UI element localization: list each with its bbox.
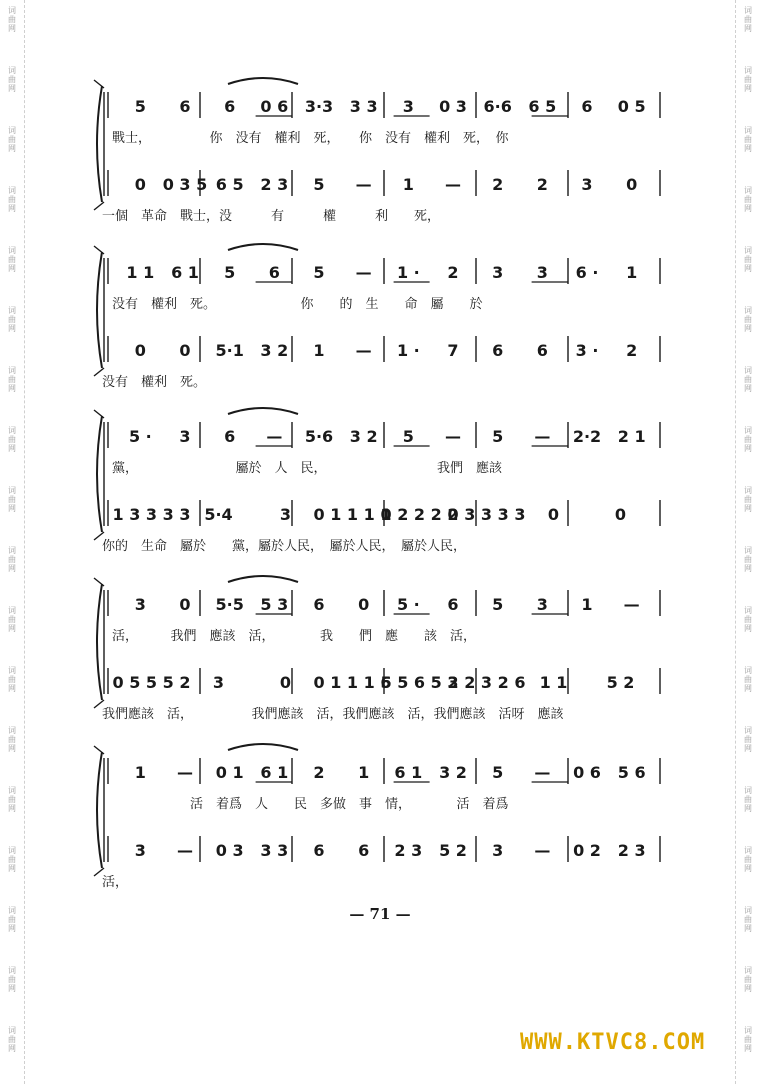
watermark-text: 词 曲 网 xyxy=(8,786,16,813)
lower-note: 5 2 xyxy=(439,841,467,860)
upper-note: — xyxy=(623,595,640,614)
tie-arc xyxy=(228,78,298,84)
upper-note: 3 2 xyxy=(349,427,378,446)
watermark-text: 词 曲 网 xyxy=(8,966,16,993)
lower-note: — xyxy=(445,175,461,194)
watermark-text: 词 曲 网 xyxy=(744,6,752,33)
upper-note: 6·6 xyxy=(483,97,512,116)
lower-lyrics: 你的 生命 屬於 黨，屬於人民， 屬於人民， 屬於人民， xyxy=(102,539,467,554)
upper-note: 0 xyxy=(179,595,191,614)
lower-note: 0 xyxy=(134,341,146,360)
lower-note: — xyxy=(355,341,372,360)
lower-lyrics: 一個 革命 戰士，没 有 權 利 死， xyxy=(102,209,441,224)
upper-note: 3 xyxy=(402,97,414,116)
upper-note: 0 6 xyxy=(260,97,289,116)
upper-note: 0 xyxy=(358,595,370,614)
lower-note: 3 · xyxy=(575,341,599,360)
lower-note: — xyxy=(534,841,551,860)
brace-hook xyxy=(94,746,104,754)
upper-note: 0 1 xyxy=(215,763,244,782)
lower-note: 0 5 5 5 2 xyxy=(112,673,191,692)
lower-note: 6 xyxy=(492,341,504,360)
upper-note: 1 xyxy=(581,595,593,614)
tie-arc xyxy=(228,408,298,414)
lower-note: 2 xyxy=(492,175,504,194)
upper-note: — xyxy=(355,263,372,282)
lower-note: 5·4 xyxy=(204,505,233,524)
watermark-text: 词 曲 网 xyxy=(744,366,752,393)
watermark-text: 词 曲 网 xyxy=(744,1026,752,1053)
lower-note: 5 2 xyxy=(606,673,635,692)
lower-note: 0 xyxy=(626,175,638,194)
lower-note: 1 xyxy=(402,175,414,194)
lower-lyrics: 活， xyxy=(102,875,129,890)
watermark-text: 词 曲 网 xyxy=(8,6,16,33)
upper-lyrics: 戰士， 你 没有 權利 死， 你 没有 權利 死， 你 xyxy=(112,131,509,146)
watermark-text: 词 曲 网 xyxy=(744,486,752,513)
lower-note: 2 xyxy=(536,175,548,194)
upper-note: 0 3 xyxy=(439,97,467,116)
lower-note: 0 xyxy=(547,505,560,524)
upper-note: 6 xyxy=(447,595,459,614)
watermark-text: 词 曲 网 xyxy=(8,726,16,753)
watermark-text: 词 曲 网 xyxy=(8,66,16,93)
lower-note: 3 xyxy=(134,841,146,860)
upper-note: 2 xyxy=(313,763,325,782)
watermark-text: 词 曲 网 xyxy=(744,966,752,993)
lower-note: 3 xyxy=(581,175,593,194)
lower-note: 6 xyxy=(313,841,325,860)
brace-hook xyxy=(94,246,104,254)
system-brace xyxy=(97,86,102,202)
upper-note: — xyxy=(177,763,193,782)
lower-note: 5·1 xyxy=(215,341,244,360)
site-logo-text: WWW.KTVC8.COM xyxy=(520,1030,706,1055)
watermark-text: 词 曲 网 xyxy=(744,246,752,273)
lower-note: 0 3 3 3 3 xyxy=(447,505,526,524)
lower-note: 3 2 xyxy=(260,341,289,360)
lower-note: 3 xyxy=(279,505,292,524)
lower-note: 0 2 xyxy=(573,841,601,860)
lower-note: 5 5 6 5 3 xyxy=(380,673,459,692)
lower-note: 0 1 1 1 1 xyxy=(313,505,392,524)
upper-note: 5 xyxy=(402,427,414,446)
system-brace xyxy=(97,416,102,532)
lower-note: 0 1 1 1 6 xyxy=(313,673,392,692)
lower-note: 2 3 xyxy=(394,841,423,860)
upper-note: 5 xyxy=(492,763,504,782)
watermark-text: 词 曲 网 xyxy=(8,246,16,273)
upper-note: — xyxy=(534,763,551,782)
watermark-text: 词 曲 网 xyxy=(744,126,752,153)
watermark-text: 词 曲 网 xyxy=(744,846,752,873)
lower-note: — xyxy=(177,841,193,860)
upper-note: — xyxy=(266,427,283,446)
upper-lyrics: 黨， 屬於 人 民， 我們 應該 xyxy=(112,461,503,476)
watermark-text: 词 曲 网 xyxy=(744,546,752,573)
lower-note: 0 xyxy=(179,341,191,360)
watermark-text: 词 曲 网 xyxy=(8,426,16,453)
watermark-text: 词 曲 网 xyxy=(744,666,752,693)
lower-note: 2 3 xyxy=(260,175,289,194)
tie-arc xyxy=(228,244,298,250)
upper-note: 6 xyxy=(313,595,325,614)
lower-note: 1 xyxy=(313,341,325,360)
upper-note: 5 xyxy=(492,427,504,446)
upper-note: 1 xyxy=(626,263,638,282)
lower-note: 1 · xyxy=(396,341,420,360)
lower-lyrics: 我們應該 活， 我們應該 活，我們應該 活，我們應該 活呀 應該 xyxy=(102,707,564,722)
lower-note: 6 5 xyxy=(215,175,244,194)
upper-note: 3 xyxy=(134,595,146,614)
upper-note: — xyxy=(445,427,461,446)
watermark-text: 词 曲 网 xyxy=(744,306,752,333)
brace-hook xyxy=(94,578,104,586)
upper-lyrics: 活， 我們 應該 活， 我 們 應 該 活， xyxy=(112,629,477,644)
upper-note: 5 · xyxy=(128,427,152,446)
lower-note: 2 2 3 2 6 xyxy=(447,673,526,692)
system-brace xyxy=(97,252,102,368)
upper-note: 3 xyxy=(179,427,191,446)
upper-note: 3·3 xyxy=(304,97,334,116)
upper-note: 5·6 xyxy=(304,427,334,446)
tie-arc xyxy=(228,576,298,582)
watermark-text: 词 曲 网 xyxy=(744,606,752,633)
lower-lyrics: 没有 權利 死。 xyxy=(102,375,207,390)
brace-hook xyxy=(94,80,104,88)
upper-note: 6 xyxy=(179,97,191,116)
lower-note: 1 1 xyxy=(539,673,568,692)
lower-note: 0 xyxy=(134,175,146,194)
lower-note: 6 xyxy=(536,341,548,360)
upper-note: 6 xyxy=(224,427,236,446)
lower-note: 1 3 3 3 3 xyxy=(112,505,191,524)
upper-note: 5 · xyxy=(396,595,420,614)
system-brace xyxy=(97,584,102,700)
upper-note: 5 xyxy=(134,97,146,116)
upper-note: 3 xyxy=(536,595,548,614)
brace-hook xyxy=(94,410,104,418)
lower-note: — xyxy=(355,175,372,194)
upper-note: 6 xyxy=(224,97,236,116)
watermark-text: 词 曲 网 xyxy=(744,426,752,453)
lower-note: 3 xyxy=(212,673,225,692)
upper-note: 1 · xyxy=(396,263,420,282)
lower-note: 2 xyxy=(626,341,638,360)
lower-note: 2 3 xyxy=(617,841,646,860)
lower-note: 0 3 xyxy=(215,841,244,860)
upper-note: 5·5 xyxy=(215,595,244,614)
upper-note: 2·2 xyxy=(572,427,602,446)
upper-note: — xyxy=(534,427,551,446)
upper-lyrics: 活 着爲 人 民 多做 事 情， 活 着爲 xyxy=(112,797,509,812)
watermark-text: 词 曲 网 xyxy=(8,846,16,873)
watermark-text: 词 曲 网 xyxy=(744,186,752,213)
watermark-text: 词 曲 网 xyxy=(8,366,16,393)
upper-note: 0 5 xyxy=(617,97,646,116)
watermark-text: 词 曲 网 xyxy=(8,666,16,693)
watermark-text: 词 曲 网 xyxy=(744,906,752,933)
watermark-text: 词 曲 网 xyxy=(8,186,16,213)
watermark-text: 词 曲 网 xyxy=(8,1026,16,1053)
upper-note: 0 6 xyxy=(573,763,601,782)
upper-note: 6 xyxy=(581,97,593,116)
upper-note: 3 2 xyxy=(439,763,467,782)
watermark-text: 词 曲 网 xyxy=(744,66,752,93)
upper-note: 2 xyxy=(447,263,459,282)
upper-note: 6 · xyxy=(575,263,599,282)
upper-note: 5 xyxy=(224,263,236,282)
lower-note: 3 3 xyxy=(260,841,289,860)
upper-note: 6 1 xyxy=(260,763,289,782)
upper-note: 5 6 xyxy=(617,763,646,782)
watermark-text: 词 曲 网 xyxy=(744,786,752,813)
upper-note: 3 xyxy=(492,263,504,282)
watermark-text: 词 曲 网 xyxy=(8,606,16,633)
upper-note: 6 1 xyxy=(171,263,199,282)
lower-note: 7 xyxy=(447,341,459,360)
system-brace xyxy=(97,752,102,868)
lower-note: 0 2 2 2 2 xyxy=(380,505,459,524)
upper-note: 2 1 xyxy=(617,427,646,446)
upper-lyrics: 没有 權利 死。 你 的 生 命 屬 於 xyxy=(112,297,483,312)
watermark-text: 词 曲 网 xyxy=(744,726,752,753)
upper-note: 1 xyxy=(358,763,370,782)
lower-note: 0 xyxy=(279,673,292,692)
lower-note: 5 xyxy=(313,175,325,194)
upper-note: 5 3 xyxy=(260,595,289,614)
tie-arc xyxy=(228,744,298,750)
watermark-text: 词 曲 网 xyxy=(8,906,16,933)
upper-note: 6 xyxy=(268,263,280,282)
lower-note: 6 xyxy=(358,841,370,860)
lower-note: 0 xyxy=(614,505,627,524)
upper-note: 3 xyxy=(536,263,548,282)
upper-note: 5 xyxy=(313,263,325,282)
upper-note: 3 3 xyxy=(349,97,378,116)
watermark-text: 词 曲 网 xyxy=(8,486,16,513)
watermark-text: 词 曲 网 xyxy=(8,306,16,333)
upper-note: 6 5 xyxy=(528,97,557,116)
watermark-text: 词 曲 网 xyxy=(8,126,16,153)
page-number: — 71 — xyxy=(349,905,411,923)
upper-note: 1 xyxy=(134,763,146,782)
upper-note: 5 xyxy=(492,595,504,614)
lower-note: 3 xyxy=(492,841,504,860)
watermark-text: 词 曲 网 xyxy=(8,546,16,573)
upper-note: 6 1 xyxy=(394,763,423,782)
lower-note: 0 3 5 xyxy=(162,175,208,194)
upper-note: 1 1 xyxy=(126,263,155,282)
